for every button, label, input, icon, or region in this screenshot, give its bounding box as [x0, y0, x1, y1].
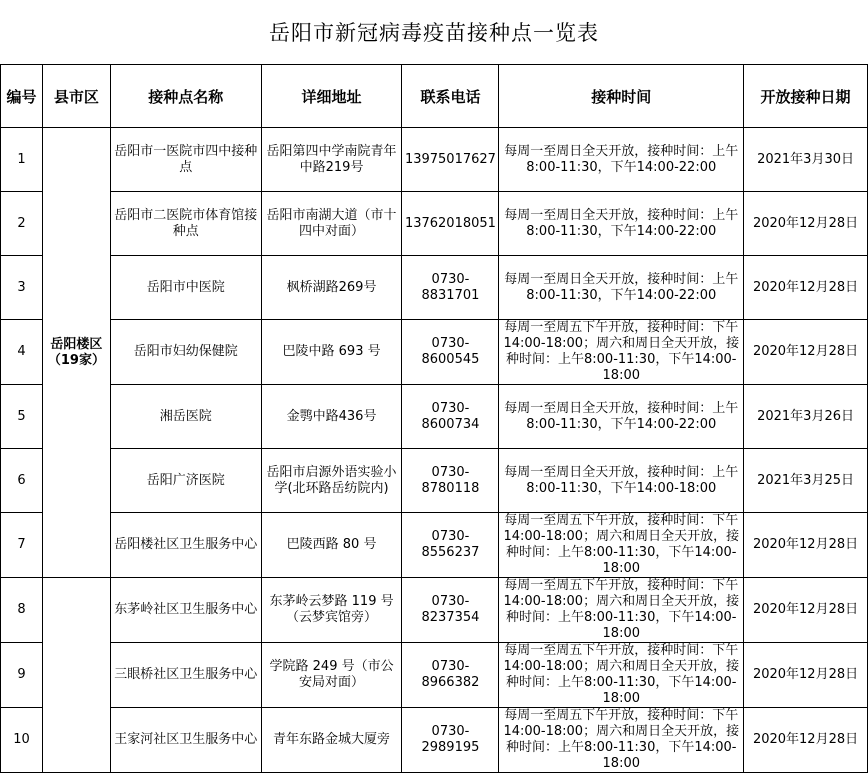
cell-address: 东茅岭云梦路 119 号（云梦宾馆旁） — [261, 578, 402, 643]
cell-date: 2020年12月28日 — [744, 256, 868, 320]
header-row — [1, 65, 868, 128]
cell-address: 枫桥湖路269号 — [261, 256, 402, 320]
cell-hours: 每周一至周日全天开放，接种时间：上午8:00-11:30，下午14:00-18:00 — [499, 449, 744, 513]
cell-address: 青年东路金城大厦旁 — [261, 708, 402, 773]
cell-phone: 0730-8831701 — [402, 256, 499, 320]
table-row — [1, 128, 868, 192]
cell-phone: 0730-8237354 — [402, 578, 499, 643]
cell-hours: 每周一至周五下午开放，接种时间：下午14:00-18:00；周六和周日全天开放，接种时间：上午8:00-11:30，下午14:00-18:00 — [499, 320, 744, 385]
cell-date: 2020年12月28日 — [744, 643, 868, 708]
header-num: 编号 — [1, 65, 43, 128]
cell-site: 岳阳广济医院 — [110, 449, 261, 513]
table-row — [1, 578, 868, 643]
cell-num: 8 — [1, 578, 43, 643]
cell-date: 2020年12月28日 — [744, 513, 868, 578]
cell-address: 学院路 249 号（市公安局对面） — [261, 643, 402, 708]
cell-hours: 每周一至周日全天开放，接种时间：上午8:00-11:30，下午14:00-22:00 — [499, 256, 744, 320]
header-address: 详细地址 — [261, 65, 402, 128]
cell-num: 1 — [1, 128, 43, 192]
cell-hours: 每周一至周五下午开放，接种时间：下午14:00-18:00；周六和周日全天开放，接种时间：上午8:00-11:30，下午14:00-18:00 — [499, 513, 744, 578]
cell-phone: 0730-8600545 — [402, 320, 499, 385]
cell-address: 巴陵中路 693 号 — [261, 320, 402, 385]
cell-date: 2021年3月26日 — [744, 385, 868, 449]
cell-address: 岳阳第四中学南院青年中路219号 — [261, 128, 402, 192]
cell-site: 岳阳市一医院市四中接种点 — [110, 128, 261, 192]
cell-phone: 0730-8556237 — [402, 513, 499, 578]
cell-date: 2020年12月28日 — [744, 578, 868, 643]
cell-date: 2021年3月25日 — [744, 449, 868, 513]
cell-site: 岳阳市中医院 — [110, 256, 261, 320]
cell-address: 金鹗中路436号 — [261, 385, 402, 449]
cell-num: 2 — [1, 192, 43, 256]
header-district: 县市区 — [42, 65, 110, 128]
cell-address: 巴陵西路 80 号 — [261, 513, 402, 578]
table-row — [1, 256, 868, 320]
table-row — [1, 643, 868, 708]
cell-site: 湘岳医院 — [110, 385, 261, 449]
cell-hours: 每周一至周日全天开放，接种时间：上午8:00-11:30，下午14:00-22:00 — [499, 385, 744, 449]
cell-num: 7 — [1, 513, 43, 578]
header-site: 接种点名称 — [110, 65, 261, 128]
table-row — [1, 708, 868, 773]
table-row — [1, 385, 868, 449]
cell-site: 三眼桥社区卫生服务中心 — [110, 643, 261, 708]
cell-date: 2021年3月30日 — [744, 128, 868, 192]
cell-phone: 0730-8780118 — [402, 449, 499, 513]
cell-phone: 0730-8966382 — [402, 643, 499, 708]
cell-hours: 每周一至周五下午开放，接种时间：下午14:00-18:00；周六和周日全天开放，接种时间：上午8:00-11:30，下午14:00-18:00 — [499, 643, 744, 708]
header-hours: 接种时间 — [499, 65, 744, 128]
table-row — [1, 320, 868, 385]
header-phone: 联系电话 — [402, 65, 499, 128]
cell-num: 3 — [1, 256, 43, 320]
cell-site: 东茅岭社区卫生服务中心 — [110, 578, 261, 643]
cell-site: 岳阳市二医院市体育馆接种点 — [110, 192, 261, 256]
cell-district: 岳阳楼区（19家） — [42, 128, 110, 578]
table-row — [1, 449, 868, 513]
cell-hours: 每周一至周五下午开放，接种时间：下午14:00-18:00；周六和周日全天开放，接种时间：上午8:00-11:30，下午14:00-18:00 — [499, 578, 744, 643]
table-row — [1, 513, 868, 578]
cell-hours: 每周一至周日全天开放，接种时间：上午8:00-11:30，下午14:00-22:00 — [499, 192, 744, 256]
cell-date: 2020年12月28日 — [744, 320, 868, 385]
cell-num: 5 — [1, 385, 43, 449]
cell-hours: 每周一至周五下午开放，接种时间：下午14:00-18:00；周六和周日全天开放，接种时间：上午8:00-11:30，下午14:00-18:00 — [499, 708, 744, 773]
cell-address: 岳阳市启源外语实验小学(北环路岳纺院内) — [261, 449, 402, 513]
header-date: 开放接种日期 — [744, 65, 868, 128]
cell-date: 2020年12月28日 — [744, 192, 868, 256]
cell-date: 2020年12月28日 — [744, 708, 868, 773]
cell-num: 6 — [1, 449, 43, 513]
cell-num: 10 — [1, 708, 43, 773]
cell-site: 岳阳楼社区卫生服务中心 — [110, 513, 261, 578]
page-title: 岳阳市新冠病毒疫苗接种点一览表 — [269, 20, 599, 45]
cell-num: 4 — [1, 320, 43, 385]
table-row — [1, 192, 868, 256]
cell-phone: 13975017627 — [402, 128, 499, 192]
vaccination-sites-table — [0, 64, 868, 773]
cell-district-empty — [42, 578, 110, 773]
cell-phone: 13762018051 — [402, 192, 499, 256]
cell-phone: 0730-8600734 — [402, 385, 499, 449]
cell-site: 岳阳市妇幼保健院 — [110, 320, 261, 385]
cell-num: 9 — [1, 643, 43, 708]
cell-hours: 每周一至周日全天开放，接种时间：上午8:00-11:30，下午14:00-22:00 — [499, 128, 744, 192]
cell-site: 王家河社区卫生服务中心 — [110, 708, 261, 773]
cell-address: 岳阳市南湖大道（市十四中对面） — [261, 192, 402, 256]
cell-phone: 0730-2989195 — [402, 708, 499, 773]
